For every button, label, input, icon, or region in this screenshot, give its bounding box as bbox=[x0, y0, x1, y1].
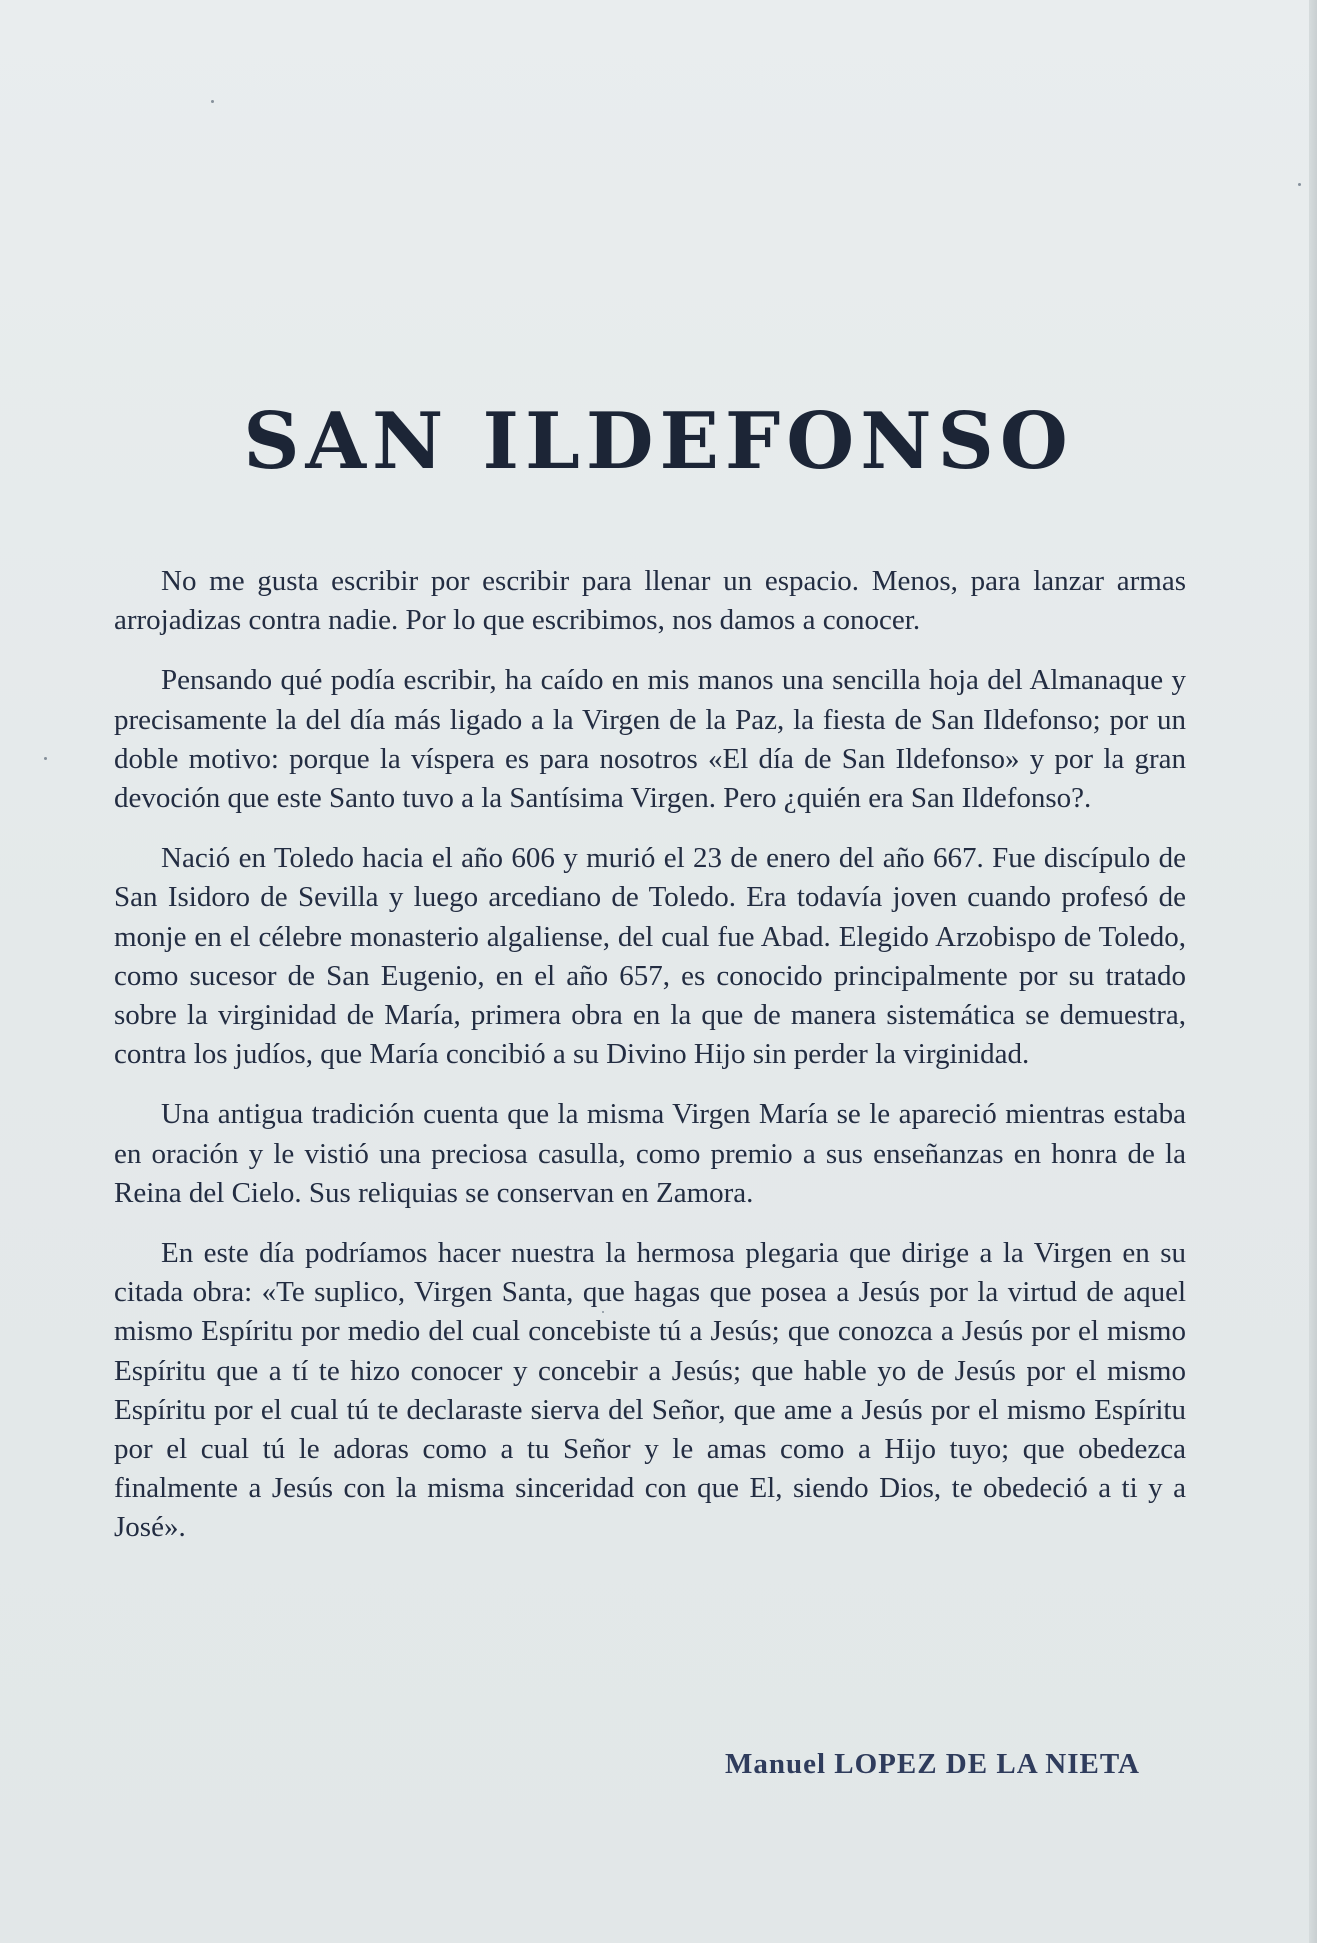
paper-speck bbox=[211, 100, 214, 103]
paragraph-3: Nació en Toledo hacia el año 606 y murió el 23 de enero del año 667. Fue discípulo de San Isidoro de Sevilla y luego arcediano de Toledo. Era todavía joven cuando profesó de monje en el célebre monasterio algaliense, del cual fue Abad. Elegido Arzobispo de Toledo, como sucesor de San Eugenio, en el año 657, es conocido principalmente por su tratado sobre la virginidad de María, primera obra en la que de manera sistemática se demuestra, contra los judíos, que María concibió a su Divino Hijo sin perder la virginidad. bbox=[114, 842, 1186, 1071]
author-signature: Manuel LOPEZ DE LA NIETA bbox=[724, 1748, 1140, 1780]
page-title: SAN ILDEFONSO bbox=[243, 396, 1074, 487]
paper-speck bbox=[44, 757, 47, 760]
article-body bbox=[114, 562, 1186, 1569]
paper-speck bbox=[1298, 183, 1301, 186]
paragraph-2: Pensando qué podía escribir, ha caído en mis manos una sencilla hoja del Almanaque y precisamente la del día más ligado a la Virgen de la Paz, la fiesta de San Ildefonso; por un doble motivo: porque la víspera es para nosotros «El día de San Ildefonso» y por la gran devoción que este Santo tuvo a la Santísima Virgen. Pero ¿quién era San Ildefonso?. bbox=[114, 664, 1186, 815]
page-edge bbox=[1309, 0, 1317, 1943]
paragraph-1: No me gusta escribir por escribir para llenar un espacio. Menos, para lanzar armas arrojadizas contra nadie. Por lo que escribimos, nos damos a conocer. bbox=[114, 565, 1186, 637]
paragraph-5: En este día podríamos hacer nuestra la hermosa plegaria que dirige a la Virgen en su citada obra: «Te suplico, Virgen Santa, que hagas que posea a Jesús por la virtud de aquel mismo Espíritu por medio del cual concebiste tú a Jesús; que conozca a Jesús por el mismo Espíritu que a tí te hizo conocer y concebir a Jesús; que hable yo de Jesús por el mismo Espíritu por el cual tú te declaraste sierva del Señor, que ame a Jesús por el mismo Espíritu por el cual tú le adoras como a tu Señor y le amas como a Hijo tuyo; que obedezca finalmente a Jesús con la misma sinceridad con que El, siendo Dios, te obedeció a ti y a José». bbox=[114, 1237, 1186, 1544]
paragraph-4: Una antigua tradición cuenta que la misma Virgen María se le apareció mientras estaba en oración y le vistió una preciosa casulla, como premio a sus enseñanzas en honra de la Reina del Cielo. Sus reliquias se conservan en Zamora. bbox=[114, 1098, 1186, 1209]
